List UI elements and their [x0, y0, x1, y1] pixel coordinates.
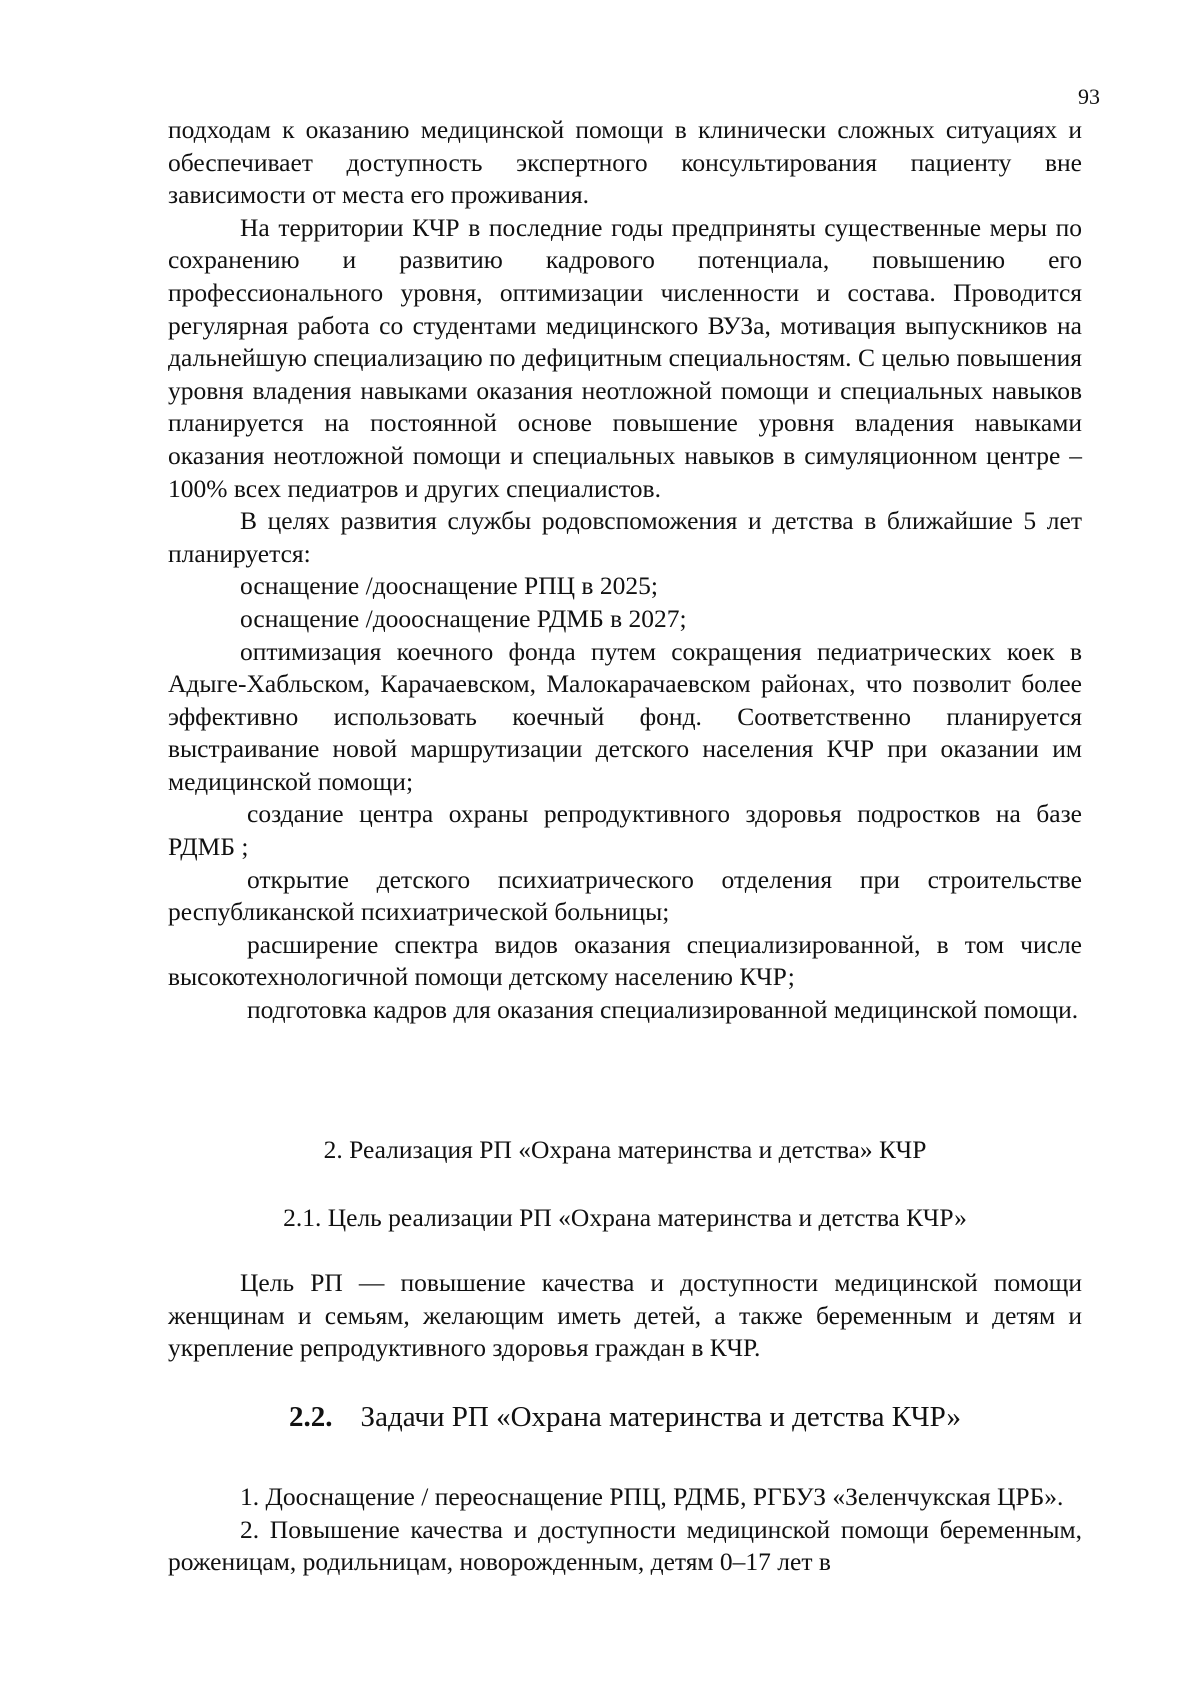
task-item: 1. Дооснащение / переоснащение РПЦ, РДМБ, РГБУЗ «Зеленчукская ЦРБ». [240, 1482, 1064, 1511]
section-2-2-number: 2.2. [289, 1401, 333, 1433]
section-2-2-heading [168, 1400, 1082, 1434]
paragraph-staffing: На территории КЧР в последние годы предприняты существенные меры по сохранению и развитию кадрового потенциала, повышению его профессионального уровня, оптимизации численности и состава. Проводится регулярная работа со студентами медицинского ВУЗа, мотивация выпускников на дальнейшую специализацию по дефицитным специальностям. С целью повышения уровня владения навыками оказания неотложной помощи и специальных навыков планируется на постоянной основе повышение уровня владения навыками оказания неотложной помощи и специальных навыков в симуляционном центре – 100% всех педиатров и других специалистов. [168, 212, 1082, 503]
goal-paragraph: Цель РП — повышение качества и доступности медицинской помощи женщинам и семьям, желающим иметь детей, а также беременным и детям и укрепление репродуктивного здоровья граждан в КЧР. [168, 1268, 1082, 1363]
tasks-list [168, 1481, 1082, 1579]
paragraph-intro-continuation: подходам к оказанию медицинской помощи в клинически сложных ситуациях и обеспечивает доступность экспертного консультирования пациенту вне зависимости от места его проживания. [168, 115, 1082, 210]
page-number: 93 [1078, 84, 1100, 109]
goal-block [168, 1267, 1082, 1365]
paragraph-development-plan: В целях развития службы родовспоможения и детства в ближайшие 5 лет планируется: [168, 506, 1082, 568]
plan-item: открытие детского психиатрического отделения при строительстве республиканской психиатрической больницы; [168, 864, 1082, 927]
plan-item: оснащение /доооснащение РДМБ в 2027; [240, 603, 687, 633]
plan-item: оптимизация коечного фонда путем сокращения педиатрических коек в Адыге-Хабльском, Карачаевском, Малокарачаевском районах, что позволит более эффективно использовать коечный фонд. Соответственно планируется выстраивание новой маршрутизации детского населения КЧР при оказании им медицинской помощи; [168, 636, 1082, 796]
section-2-2-title: Задачи РП «Охрана материнства и детства КЧР» [360, 1401, 961, 1433]
plan-item: подготовка кадров для оказания специализированной медицинской помощи. [247, 995, 1079, 1025]
plan-item: расширение спектра видов оказания специализированной, в том числе высокотехнологичной помощи детскому населению КЧР; [168, 929, 1082, 992]
section-2-heading: 2. Реализация РП «Охрана материнства и детства» КЧР [323, 1135, 927, 1164]
body-text-top [168, 114, 1082, 1027]
plan-item: создание центра охраны репродуктивного здоровья подростков на базе РДМБ ; [168, 799, 1082, 862]
section-2-1-heading: 2.1. Цель реализации РП «Охрана материнства и детства КЧР» [283, 1203, 967, 1232]
plan-item: оснащение /дооснащение РПЦ в 2025; [240, 571, 658, 601]
task-item: 2. Повышение качества и доступности медицинской помощи беременным, роженицам, родильницам, новорожденным, детям 0–17 лет в [168, 1514, 1082, 1577]
